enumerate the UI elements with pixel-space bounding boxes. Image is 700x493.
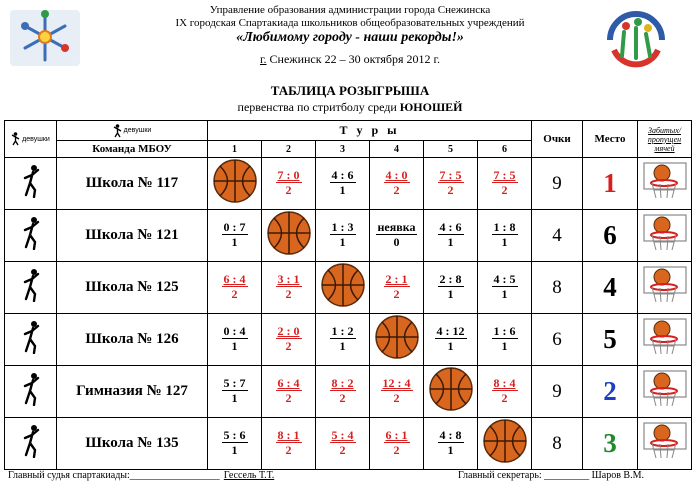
- score-points: 1: [447, 235, 454, 249]
- header-team: Команда МБОУ: [57, 141, 208, 158]
- score: [492, 272, 518, 301]
- player-icon: [21, 424, 41, 458]
- score-points: 2: [393, 443, 400, 457]
- score-result: 8 : 1: [277, 428, 300, 442]
- score-cell: [208, 366, 262, 418]
- footer-judge: [8, 470, 274, 481]
- score-result: 4 : 6: [331, 168, 354, 182]
- team-name: Школа № 121: [57, 210, 208, 262]
- hoop-icon: [642, 369, 688, 409]
- team-name: Школа № 126: [57, 314, 208, 366]
- score: [276, 376, 302, 405]
- basketball-icon: [481, 418, 529, 464]
- score: [384, 428, 410, 457]
- score-points: 1: [339, 183, 346, 197]
- score-result: 5 : 7: [223, 376, 246, 390]
- score-cell: [370, 210, 424, 262]
- score-result: 3 : 1: [277, 272, 300, 286]
- player-icon-cell: [5, 262, 57, 314]
- tour-number: 3: [316, 141, 370, 158]
- diagonal-ball-cell: [370, 314, 424, 366]
- score-points: 1: [339, 235, 346, 249]
- header-team-icon-cell: [57, 121, 208, 141]
- score-cell: [208, 262, 262, 314]
- score: [438, 220, 464, 249]
- ratio-cell: [638, 418, 692, 470]
- score-points: 1: [231, 339, 238, 353]
- score: [438, 168, 464, 197]
- score-result: 1 : 2: [331, 324, 354, 338]
- basketball-icon: [319, 262, 367, 308]
- score-result: 12 : 4: [382, 376, 411, 390]
- score-points: 1: [501, 339, 508, 353]
- secretary-blank: _________: [544, 470, 590, 481]
- score-points: 2: [393, 287, 400, 301]
- score-result: 1 : 3: [331, 220, 354, 234]
- score-cell: [316, 158, 370, 210]
- tour-number: 5: [424, 141, 478, 158]
- basketball-icon: [373, 314, 421, 360]
- score: [222, 220, 248, 249]
- tour-number: 1: [208, 141, 262, 158]
- table-row: [5, 158, 692, 210]
- player-small-icon: [11, 132, 20, 146]
- header-points: Очки: [532, 121, 583, 158]
- player-small-icon: [113, 124, 122, 138]
- score-result: 8 : 2: [331, 376, 354, 390]
- score: [276, 428, 302, 457]
- header-row: [5, 121, 692, 141]
- player-icon: [21, 216, 41, 250]
- score-points: 1: [447, 339, 454, 353]
- score-cell: [262, 314, 316, 366]
- score-points: 2: [231, 287, 238, 301]
- hoop-icon: [642, 161, 688, 201]
- score-cell: [424, 418, 478, 470]
- score: [435, 324, 467, 353]
- score-cell: [424, 158, 478, 210]
- table-row: [5, 314, 692, 366]
- score-points: 1: [231, 443, 238, 457]
- score-points: 1: [501, 235, 508, 249]
- score-cell: [478, 262, 532, 314]
- score-cell: [262, 158, 316, 210]
- score: [384, 272, 410, 301]
- score-points: 2: [285, 287, 292, 301]
- team-name: Школа № 125: [57, 262, 208, 314]
- score-points: 2: [447, 183, 454, 197]
- score-result: 2 : 8: [439, 272, 462, 286]
- date-line: [0, 53, 700, 65]
- header-place: Место: [583, 121, 638, 158]
- tour-number: 4: [370, 141, 424, 158]
- subtitle-group: ЮНОШЕЙ: [399, 100, 463, 114]
- ratio-cell: [638, 366, 692, 418]
- score: [330, 376, 356, 405]
- score-points: 2: [285, 339, 292, 353]
- points: 9: [532, 366, 583, 418]
- score-cell: [316, 210, 370, 262]
- score: [384, 168, 410, 197]
- score: [330, 324, 356, 353]
- score: [438, 272, 464, 301]
- score: [222, 272, 248, 301]
- score-result: 0 : 7: [223, 220, 246, 234]
- score-points: 2: [339, 443, 346, 457]
- score-points: 0: [393, 235, 400, 249]
- score: [376, 220, 418, 249]
- player-icon: [21, 268, 41, 302]
- score-result: 7 : 0: [277, 168, 300, 182]
- score-result: 0 : 4: [223, 324, 246, 338]
- score-cell: [208, 418, 262, 470]
- secretary-label: Главный секретарь:: [458, 470, 545, 481]
- score-cell: [262, 366, 316, 418]
- table-subtitle: [0, 101, 700, 113]
- event-line: IX городская Спартакиада школьников общеобразовательных учреждений: [175, 17, 525, 29]
- score-cell: [478, 366, 532, 418]
- table-row: [5, 366, 692, 418]
- basketball-icon: [265, 210, 313, 256]
- score-points: 2: [285, 183, 292, 197]
- score: [222, 376, 248, 405]
- score-result: 6 : 4: [223, 272, 246, 286]
- score-result: 4 : 0: [385, 168, 408, 182]
- tour-number: 2: [262, 141, 316, 158]
- score-cell: [478, 158, 532, 210]
- score-result: 6 : 4: [277, 376, 300, 390]
- header-small-label: девушки: [123, 127, 152, 134]
- score-points: 2: [501, 183, 508, 197]
- score-points: 2: [285, 443, 292, 457]
- org-line: Управление образования администрации города Снежинска: [209, 4, 491, 16]
- team-name: Школа № 117: [57, 158, 208, 210]
- score-result: 1 : 8: [493, 220, 516, 234]
- diagonal-ball-cell: [424, 366, 478, 418]
- player-icon-cell: [5, 418, 57, 470]
- place: 3: [583, 418, 638, 470]
- score-cell: [208, 210, 262, 262]
- score-cell: [370, 158, 424, 210]
- player-icon-cell: [5, 210, 57, 262]
- score: [492, 220, 518, 249]
- date-text: Снежинск 22 – 30 октября 2012 г.: [266, 52, 441, 66]
- score-points: 2: [285, 391, 292, 405]
- score-points: 1: [501, 287, 508, 301]
- score-result: 4 : 12: [436, 324, 465, 338]
- player-icon-cell: [5, 158, 57, 210]
- score-cell: [316, 366, 370, 418]
- place: 2: [583, 366, 638, 418]
- subtitle-text: первенства по стритболу среди: [237, 100, 400, 114]
- score-cell: [370, 262, 424, 314]
- diagonal-ball-cell: [478, 418, 532, 470]
- header-icon-cell: [5, 121, 57, 158]
- place: 1: [583, 158, 638, 210]
- team-name: Гимназия № 127: [57, 366, 208, 418]
- score-cell: [208, 314, 262, 366]
- judge-label: Главный судья спартакиады:: [8, 470, 130, 481]
- score-points: 2: [501, 391, 508, 405]
- player-icon-cell: [5, 366, 57, 418]
- score: [492, 376, 518, 405]
- ratio-cell: [638, 314, 692, 366]
- score: [276, 272, 302, 301]
- points: 4: [532, 210, 583, 262]
- score: [330, 168, 356, 197]
- place: 4: [583, 262, 638, 314]
- score-result: 6 : 1: [385, 428, 408, 442]
- score-result: 5 : 4: [331, 428, 354, 442]
- score-cell: [316, 418, 370, 470]
- score-result: 4 : 5: [493, 272, 516, 286]
- score-cell: [370, 418, 424, 470]
- ratio-cell: [638, 158, 692, 210]
- score: [330, 428, 356, 457]
- points: 8: [532, 262, 583, 314]
- ratio-cell: [638, 262, 692, 314]
- score: [222, 324, 248, 353]
- points: 6: [532, 314, 583, 366]
- team-name: Школа № 135: [57, 418, 208, 470]
- score-points: 2: [393, 183, 400, 197]
- score-cell: [478, 210, 532, 262]
- basketball-icon: [427, 366, 475, 412]
- diagonal-ball-cell: [208, 158, 262, 210]
- score-cell: [316, 314, 370, 366]
- diagonal-ball-cell: [262, 210, 316, 262]
- hoop-icon: [642, 213, 688, 253]
- score-cell: [424, 314, 478, 366]
- score: [381, 376, 413, 405]
- player-icon: [21, 372, 41, 406]
- score-points: 1: [447, 287, 454, 301]
- score-cell: [262, 418, 316, 470]
- place: 6: [583, 210, 638, 262]
- score-cell: [478, 314, 532, 366]
- hoop-icon: [642, 265, 688, 305]
- footer-secretary: [458, 470, 644, 481]
- score: [492, 168, 518, 197]
- score-result: неявка: [377, 220, 416, 234]
- city-prefix: г.: [259, 52, 267, 66]
- table-row: [5, 210, 692, 262]
- score-points: 1: [231, 235, 238, 249]
- diagonal-ball-cell: [316, 262, 370, 314]
- header-ratio: Забитых/ пропущен мячей: [638, 121, 692, 158]
- score-result: 2 : 0: [277, 324, 300, 338]
- judge-blank: __________________: [129, 470, 220, 481]
- score-result: 2 : 1: [385, 272, 408, 286]
- player-icon: [21, 320, 41, 354]
- score-result: 7 : 5: [439, 168, 462, 182]
- judge-name: Гессель Т.Т.: [223, 470, 275, 481]
- tour-number: 6: [478, 141, 532, 158]
- score: [222, 428, 248, 457]
- score: [276, 324, 302, 353]
- points: 8: [532, 418, 583, 470]
- motto-line: «Любимому городу - наши рекорды!»: [236, 30, 464, 45]
- score-result: 4 : 8: [439, 428, 462, 442]
- player-icon: [21, 164, 41, 198]
- score-cell: [370, 366, 424, 418]
- header-tours: Т у р ы: [208, 121, 532, 141]
- ratio-cell: [638, 210, 692, 262]
- table-row: [5, 262, 692, 314]
- score-points: 1: [231, 391, 238, 405]
- score-cell: [424, 210, 478, 262]
- score: [492, 324, 518, 353]
- basketball-icon: [211, 158, 259, 204]
- score: [330, 220, 356, 249]
- table-title: ТАБЛИЦА РОЗЫГРЫША: [270, 83, 430, 98]
- score-points: 2: [393, 391, 400, 405]
- header-small-label: девушки: [22, 135, 50, 143]
- score-result: 7 : 5: [493, 168, 516, 182]
- score: [276, 168, 302, 197]
- score: [438, 428, 464, 457]
- tournament-table: [4, 120, 692, 470]
- score-result: 5 : 6: [223, 428, 246, 442]
- score-cell: [262, 262, 316, 314]
- score-points: 1: [447, 443, 454, 457]
- table-row: [5, 418, 692, 470]
- hoop-icon: [642, 421, 688, 461]
- score-result: 1 : 6: [493, 324, 516, 338]
- score-result: 4 : 6: [439, 220, 462, 234]
- score-result: 8 : 4: [493, 376, 516, 390]
- points: 9: [532, 158, 583, 210]
- hoop-icon: [642, 317, 688, 357]
- score-cell: [424, 262, 478, 314]
- score-points: 1: [339, 339, 346, 353]
- score-points: 2: [339, 391, 346, 405]
- secretary-name: Шаров В.М.: [589, 470, 644, 481]
- player-icon-cell: [5, 314, 57, 366]
- place: 5: [583, 314, 638, 366]
